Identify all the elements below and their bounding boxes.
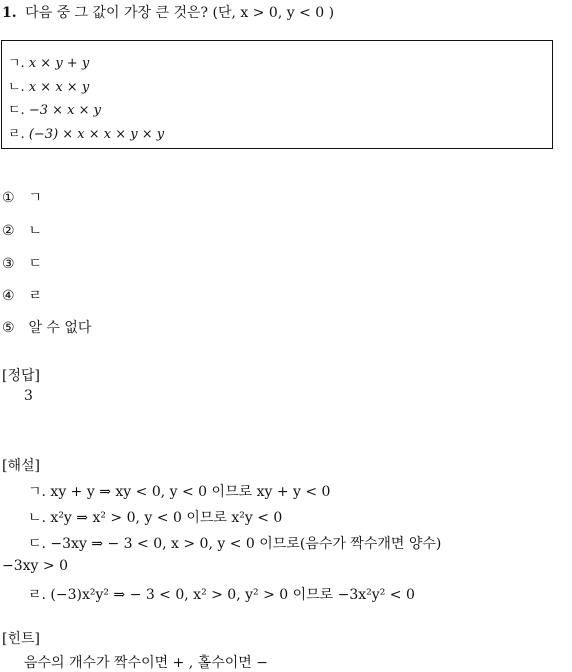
- answer-heading: [정답]: [2, 368, 40, 384]
- statement-expr: (−3) × x × x × y × y: [28, 127, 165, 142]
- hint-heading: [힌트]: [2, 631, 40, 647]
- choice-1[interactable]: [2, 187, 42, 207]
- statement-label: ㄹ.: [8, 127, 25, 142]
- choice-text: ㄷ: [28, 256, 42, 272]
- explanation-line: ㄱ. xy + y ⇒ xy < 0, y < 0 이므로 xy + y < 0: [28, 484, 331, 500]
- question-number: 1.: [2, 5, 17, 21]
- explanation-line: ㄴ. x²y ⇒ x² > 0, y < 0 이므로 x²y < 0: [28, 510, 283, 526]
- statement-expr: x × y + y: [28, 56, 90, 71]
- choice-mark: ③: [2, 256, 15, 272]
- statement-label: ㄷ.: [8, 103, 25, 118]
- statement-item: [8, 52, 89, 71]
- choice-mark: ④: [2, 288, 15, 304]
- statement-label: ㄴ.: [8, 80, 25, 95]
- statement-item: [8, 99, 101, 118]
- choice-2[interactable]: [2, 220, 42, 240]
- choice-mark: ②: [2, 223, 15, 239]
- choice-mark: ①: [2, 190, 15, 206]
- choice-5[interactable]: [2, 317, 91, 337]
- choice-text: 알 수 없다: [28, 320, 92, 336]
- statement-item: [8, 123, 164, 142]
- statement-expr: −3 × x × y: [28, 103, 101, 118]
- hint-text: 음수의 개수가 짝수이면 + , 홀수이면 −: [24, 655, 268, 671]
- choice-text: ㄱ: [28, 190, 42, 206]
- choice-text: ㄴ: [28, 223, 42, 239]
- explanation-line: ㄹ. (−3)x²y² ⇒ − 3 < 0, x² > 0, y² > 0 이므로 −3x²y² < 0: [28, 587, 415, 603]
- answer-value: 3: [24, 388, 33, 404]
- statement-expr: x × x × y: [28, 80, 90, 95]
- statement-label: ㄱ.: [8, 56, 25, 71]
- explanation-line: ㄷ. −3xy ⇒ − 3 < 0, x > 0, y < 0 이므로(음수가 짝수개면 양수): [28, 536, 442, 552]
- explanation-heading: [해설]: [2, 458, 40, 474]
- choice-mark: ⑤: [2, 320, 15, 336]
- choice-3[interactable]: [2, 253, 42, 273]
- explanation-line: −3xy > 0: [2, 558, 68, 574]
- question-text: 다음 중 그 값이 가장 큰 것은? (단, x > 0, y < 0 ): [25, 5, 335, 21]
- statement-item: [8, 76, 89, 95]
- question: [2, 2, 334, 22]
- choice-text: ㄹ: [28, 288, 42, 304]
- choice-4[interactable]: [2, 285, 42, 305]
